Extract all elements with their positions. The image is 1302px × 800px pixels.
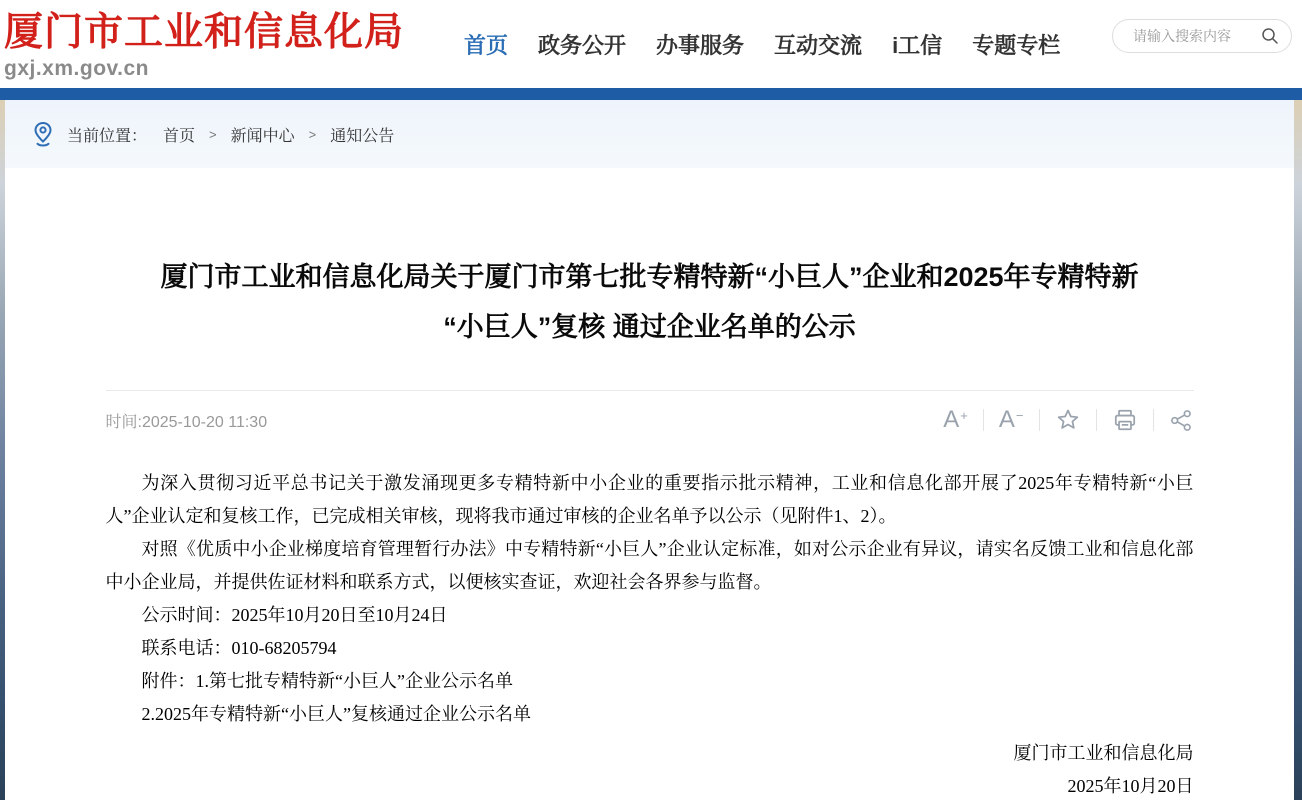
favorite-star-icon[interactable]	[1055, 407, 1081, 433]
article-meta-row	[106, 390, 1194, 433]
nav-item-special-topics[interactable]: 专题专栏	[972, 32, 1061, 58]
site-logo[interactable]	[4, 7, 456, 82]
breadcrumb	[5, 100, 1294, 168]
attachment-2-line: 2.2025年专精特新“小巨人”复核通过企业公示名单	[141, 704, 531, 724]
breadcrumb-separator: >	[209, 126, 217, 142]
main-nav	[464, 29, 1112, 60]
page-background	[0, 100, 1302, 800]
article-paragraph: 为深入贯彻习近平总书记关于激发涌现更多专精特新中小企业的重要指示批示精神，工业和信息化部开展了2025年专精特新“小巨人”企业认定和复核工作，已完成相关审核，现将我市通过审核的企业名单予以公示（见附件1、2）。	[105, 473, 1194, 526]
article-title	[106, 252, 1194, 352]
font-decrease-button[interactable]	[999, 408, 1024, 432]
toolbar-divider	[1153, 409, 1154, 431]
contact-phone-line: 联系电话：010-68205794	[141, 638, 337, 658]
toolbar-divider	[983, 409, 984, 431]
article-panel	[5, 168, 1294, 800]
notice-period-line: 公示时间：2025年10月20日至10月24日	[141, 605, 448, 625]
search-box[interactable]	[1112, 19, 1292, 53]
article-title-line2: “小巨人”复核 通过企业名单的公示	[443, 312, 856, 342]
font-increase-label: A	[943, 406, 960, 433]
publish-time: 时间:2025-10-20 11:30	[105, 413, 268, 431]
search-icon[interactable]	[1261, 27, 1279, 45]
location-pin-icon	[33, 121, 53, 147]
site-logo-domain: gxj.xm.gov.cn	[4, 57, 149, 81]
breadcrumb-item-home[interactable]: 首页	[163, 127, 196, 145]
site-header	[0, 0, 1302, 88]
article-title-line1: 厦门市工业和信息化局关于厦门市第七批专精特新“小巨人”企业和2025年专精特新	[160, 262, 1139, 292]
toolbar-divider	[1039, 409, 1040, 431]
article-toolbar	[943, 407, 1193, 433]
breadcrumb-item-news-center[interactable]: 新闻中心	[230, 127, 295, 145]
header-divider-bar	[0, 88, 1302, 100]
signature-block	[106, 737, 1194, 800]
nav-item-gov-info[interactable]: 政务公开	[538, 32, 627, 58]
toolbar-divider	[1096, 409, 1097, 431]
font-increase-button[interactable]	[943, 408, 968, 432]
article-body	[106, 467, 1194, 731]
font-decrease-label: A	[998, 406, 1015, 433]
nav-item-igongxin[interactable]: i工信	[892, 32, 943, 58]
font-decrease-sign: −	[1015, 407, 1024, 423]
search-input[interactable]	[1131, 27, 1261, 45]
nav-item-home[interactable]: 首页	[464, 32, 509, 58]
attachment-1-line: 附件：1.第七批专精特新“小巨人”企业公示名单	[141, 671, 513, 691]
article-paragraph: 对照《优质中小企业梯度培育管理暂行办法》中专精特新“小巨人”企业认定标准，如对公示企业有异议，请实名反馈工业和信息化部中小企业局，并提供佐证材料和联系方式，以便核实查证，欢迎社会各界参与监督。	[105, 539, 1194, 592]
nav-item-interaction[interactable]: 互动交流	[774, 32, 863, 58]
nav-item-services[interactable]: 办事服务	[656, 32, 745, 58]
breadcrumb-separator: >	[308, 126, 317, 142]
breadcrumb-label: 当前位置：	[67, 127, 148, 145]
site-logo-title: 厦门市工业和信息化局	[4, 10, 405, 54]
share-icon[interactable]	[1169, 408, 1194, 433]
print-icon[interactable]	[1112, 407, 1138, 433]
font-increase-sign: +	[960, 407, 968, 423]
signature-date: 2025年10月20日	[1067, 776, 1194, 796]
signature-org: 厦门市工业和信息化局	[1013, 743, 1194, 763]
breadcrumb-item-notices[interactable]: 通知公告	[330, 127, 395, 145]
